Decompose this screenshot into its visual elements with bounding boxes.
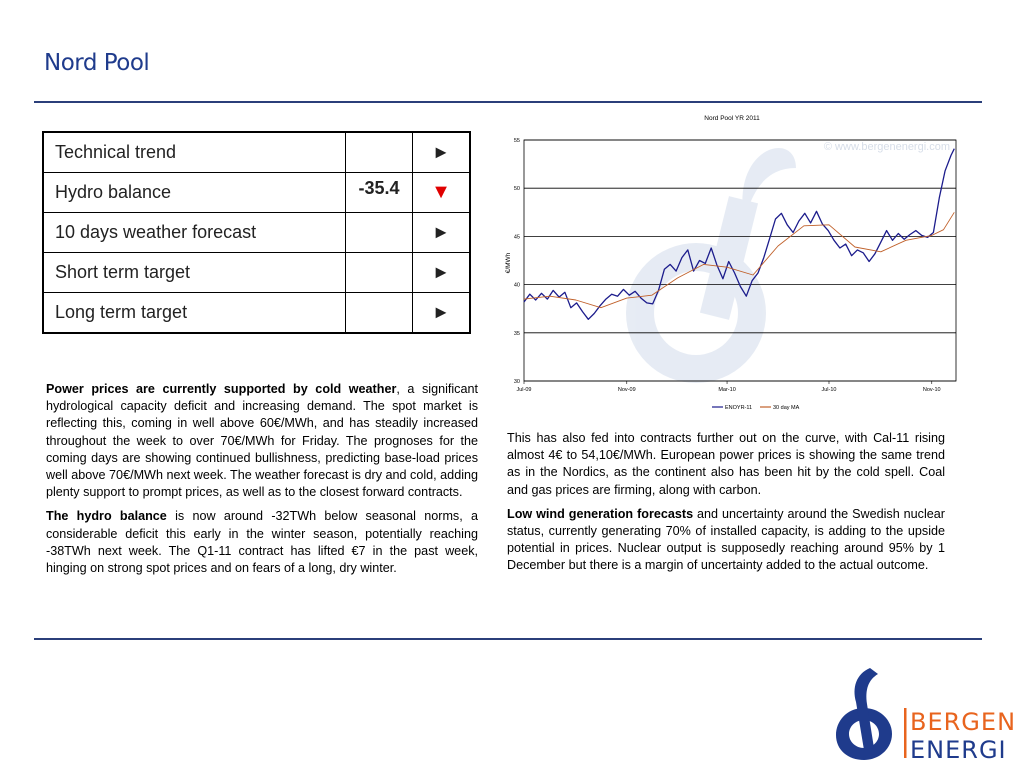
x-axis [517,381,941,393]
table-row [43,213,470,253]
logo-divider [904,708,907,758]
paragraph-text: is now around -32TWh below seasonal norms, a considerable deficit this early in the winter season, potentially reaching -38TWh next week. The Q1-11 contract has lifted €7 in the past week, hinging on strong spot prices and on fears of a long, dry winter. [46,509,479,576]
x-tick-label: Nov-10 [922,387,941,393]
paragraph-text: , a significant hydrological capacity deficit and increasing demand. The spot market is reflecting this, coming in well above 60€/MWh, and has steadily increased throughout the week to over 70€/MWh for Friday. The prognoses for the coming days are showing continued bullishness, predicting base-load prices well above 70€/MWh next week. The weather forecast is dry and cold, adding plenty support to prompt prices, as well as to the closest forward contracts. [46,382,478,500]
paragraph-text: This has also fed into contracts further out on the curve, with Cal-11 rising almost 4€ to 54,10€/MWh. European power prices is showing the same trend as in the Nordics, as the continent also has been hit by the cold spell. Coal and gas prices are firming, along with carbon. [507,431,945,497]
indicator-value [346,132,413,173]
x-tick-label: Jul-09 [516,387,532,393]
indicator-label: Short term target [43,253,346,293]
table-row [43,173,470,213]
paragraph [507,430,945,499]
table-row [43,293,470,334]
commentary-right [507,430,945,582]
y-tick-label: 40 [513,282,520,289]
indicator-value: -35.4 [346,173,413,213]
logo-text-bottom: ENERGI [910,736,1007,762]
price-chart [496,108,966,418]
paragraph [507,506,945,575]
indicator-label: Technical trend [43,132,346,173]
logo-mark-icon [836,668,892,760]
y-tick-label: 50 [513,186,520,193]
x-tick-label: Jul-10 [821,387,837,393]
chart-watermark: © www.bergenenergi.com [823,141,950,153]
indicator-label: 10 days weather forecast [43,213,346,253]
x-tick-label: Nov-09 [617,387,636,393]
chart-title: Nord Pool YR 2011 [704,115,760,122]
indicator-label: Hydro balance [43,173,346,213]
table-row [43,253,470,293]
arrow-right-icon: ► [413,132,471,173]
header-divider [34,101,982,103]
indicator-label: Long term target [43,293,346,334]
paragraph-text: and uncertainty around the Swedish nuclear status, currently generating 70% of installed capacity, is adding to the upside potential in prices. Nuclear output is supposedly reaching around 95% by 1 December but there is a margin of uncertainty added to the actual outcome. [507,506,945,573]
paragraph-lead: Low wind generation forecasts [507,506,694,521]
logo-text-top: BERGEN [910,708,1016,736]
chart-legend [712,405,800,411]
arrow-right-icon: ► [413,293,471,334]
commentary-left [46,381,478,584]
paragraph [46,381,478,501]
y-tick-label: 30 [513,379,520,385]
y-tick-label: 45 [513,234,520,241]
indicator-value [346,293,413,334]
table-row [43,132,470,173]
paragraph-lead: Power prices are currently supported by cold weather [46,382,397,396]
y-tick-label: 35 [513,330,520,337]
arrow-right-icon: ► [413,253,471,293]
legend-entry: 30 day MA [773,405,800,411]
indicator-value [346,253,413,293]
indicator-value [346,213,413,253]
arrow-down-icon: ▼ [413,173,471,213]
page-title: Nord Pool [44,50,150,76]
y-axis-label: €/MWh [505,252,512,274]
footer-divider [34,638,982,640]
paragraph [46,508,478,577]
y-axis [514,138,520,385]
y-tick-label: 55 [513,138,520,144]
legend-entry: ENOYR-11 [725,405,753,411]
indicator-table [42,131,471,334]
arrow-right-icon: ► [413,213,471,253]
x-tick-label: Mar-10 [718,387,736,393]
bergen-energi-logo [834,668,1016,762]
paragraph-lead: The hydro balance [46,509,167,524]
